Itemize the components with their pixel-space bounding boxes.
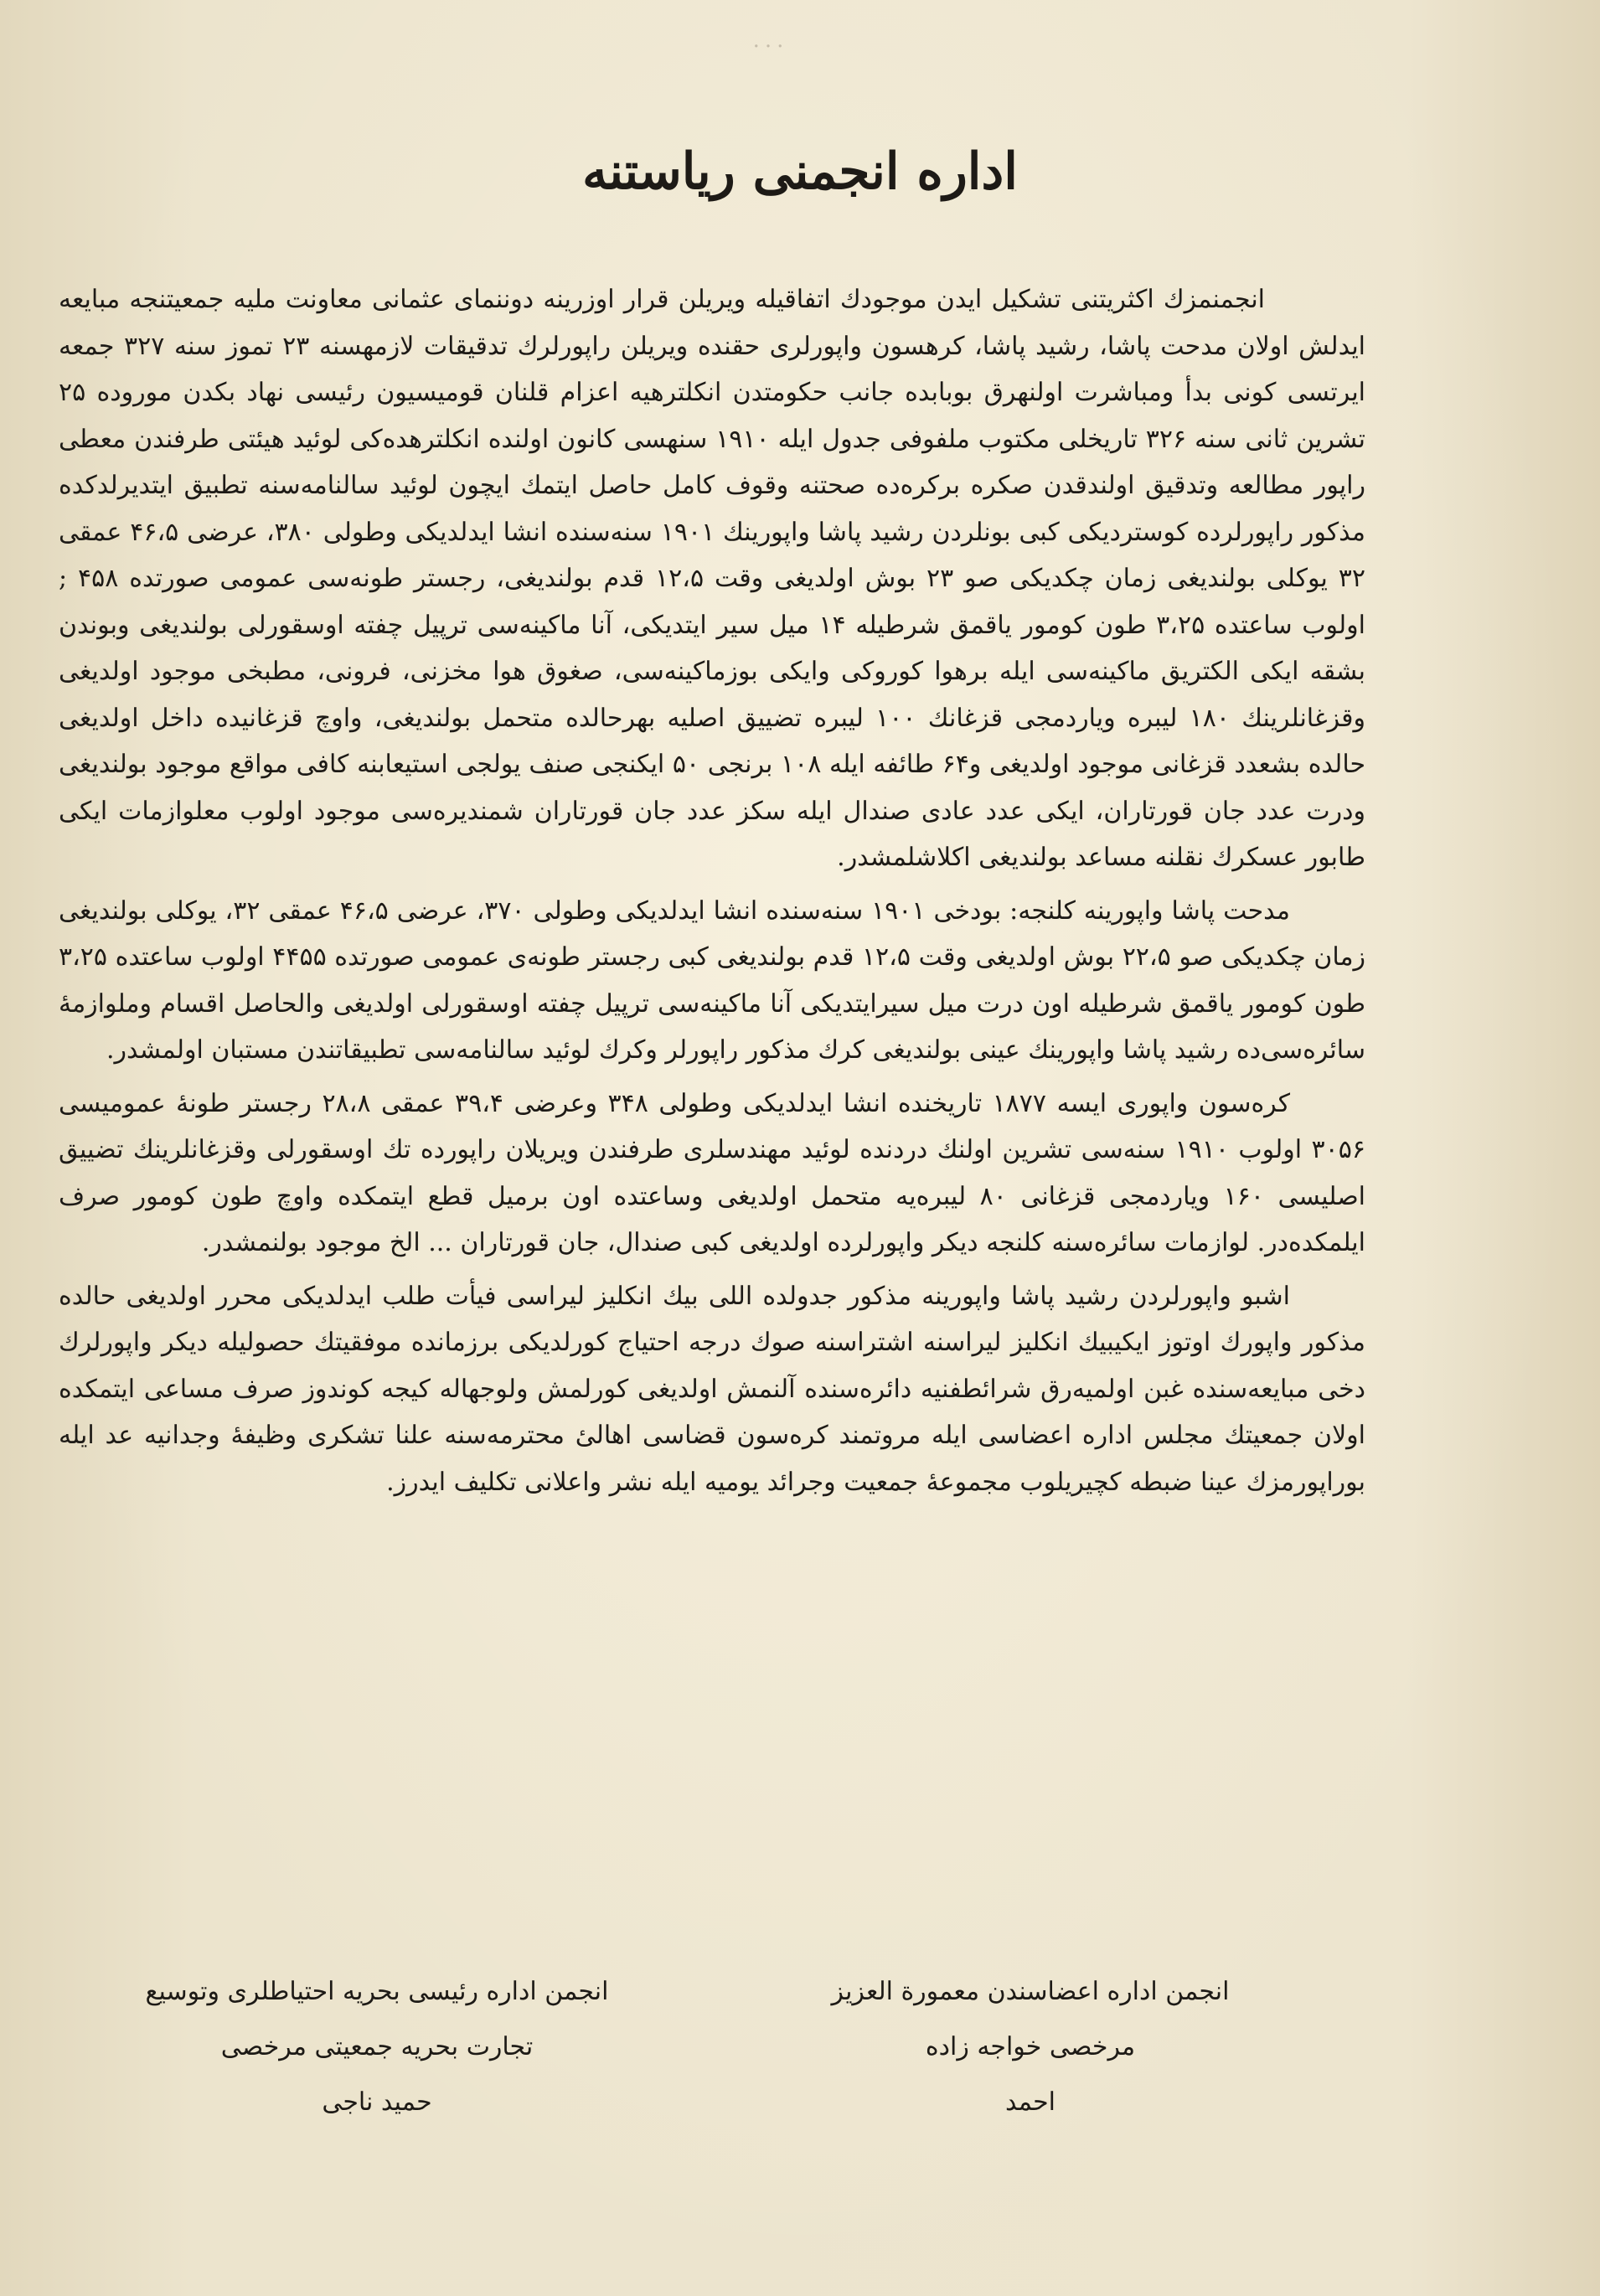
signature-line: انجمن اداره رئیسی بحریه احتیاطلری وتوسیع: [145, 1977, 609, 2006]
signature-name: حمید ناجی: [322, 2087, 432, 2117]
paragraph: مدحت پاشا واپورینه كلنجه: بودخی ۱۹۰۱ سنه‌سنده انشا ایدلدیكی وطولی ۳۷۰، عرضی ۴۶،۵ عمقی ۳۲، یوكلی بولندیغی زمان چكدیكی صو ۲۲،۵ بوش اولدیغی وقت ۱۲،۵ قدم بولندیغی كبی رجستر طونه‌ی عمومی صورتده ۴۴۵۵ اولوب ساعتده ۳،۲۵ طون كومور یاقمق شرطیله اون درت میل سیرایتدیكی آنا ماكینه‌سی ترپیل چفته اوسقورلی اولدیغی والحاصل اقسام وملوازمهٔ سائره‌سی‌ده رشید پاشا واپورینك عینی بولندیغی كرك مذكور راپورلر وكرك لوئید سالنامه‌سی تطبیقاتندن مستبان اولمشدر.: [59, 895, 1366, 1065]
paragraph: كره‌سون واپوری ایسه ۱۸۷۷ تاریخنده انشا ایدلدیكی وطولی ۳۴۸ وعرضی ۳۹،۴ عمقی ۲۸،۸ رجستر طونهٔ عمومیسی ۳۰۵۶ اولوب ۱۹۱۰ سنه‌سی تشرین اولنك دردنده لوئید مهندسلری طرفندن ویریلان راپورده تك اوسقورلی وقزغانلرینك تضییق اصلیسی ۱۶۰ ویاردمجی قزغانی ۸۰ لیبره‌یه متحمل اولدیغی وساعتده اون برمیل قطع ایتمكده واوچ طون كومور صرف ایلمكده‌در. لوازمات سائره‌سنه كلنجه دیكر واپورلرده اولدیغی كبی صندال، جان قورتاران ... الخ موجود بولنمشدر.: [59, 1088, 1366, 1257]
signature-line: انجمن اداره اعضاسندن معمورة العزیز: [831, 1977, 1230, 2006]
signature-name: احمد: [1005, 2087, 1055, 2117]
signature-line: تجارت بحریه جمعیتی مرخصی: [220, 2032, 534, 2061]
signature-line: مرخصی خواجه زاده: [925, 2032, 1136, 2061]
page-title: اداره انجمنی ریاستنه: [582, 142, 1018, 201]
header-stamp: ...: [752, 28, 789, 53]
signature-block: [117, 1964, 1290, 2130]
paragraph: اشبو واپورلردن رشید پاشا واپورینه مذكور جدولده اللی بیك انكلیز لیراسی فیأت طلب ایدلدیكی محرر اولدیغی حالده مذكور واپورك اوتوز ایكیبیك انكلیز لیراسنه اشتراسنه صوك درجه احتیاج كورلدیكی برزمانده موفقیتك حصولیله دیكر واپورلرك دخی مبایعه‌سنده غبن اولمیه‌رق شرائطفنیه دائره‌سنده آلنمش اولدیغی كورلمش ولوجهاله كیجه كوندوز صرف مساعی ایتمكده اولان جمعیتك مجلس اداره اعضاسی ایله مروتمند كره‌سون قضاسی اهالیٔ محترمه‌سنه علنا تشكری وظیفهٔ وجدانیه عد ایله بوراپورمزك عینا ضبطه كچیریلوب مجموعهٔ جمعیت وجرائد یومیه ایله نشر واعلانی تكلیف ایدرز.: [59, 1281, 1365, 1497]
signature-column: [117, 1964, 637, 2130]
signature-column: [771, 1964, 1290, 2130]
body-text: [59, 276, 1365, 1512]
paragraph: انجمنمزك اكثریتنی تشكیل ایدن موجودك اتفاقیله ویریلن قرار اوزرینه دوننمای عثمانی معاونت ملیه جمعیتنجه مبایعه ایدلش اولان مدحت پاشا، رشید پاشا، كرهسون واپورلری حقنده ویریلن راپورلرك تدقیقات لازمهسنه ۲۳ تموز سنه ۳۲۷ جمعه ایرتسی كونی بدأ ومباشرت اولنهرق بوبابده جانب حكومتدن انكلترهیه اعزام قلنان قومیسیون رئیسی نهاد بكدن موروده ۲۵ تشرین ثانی سنه ۳۲۶ تاریخلی مكتوب ملفوفی جدول ایله ۱۹۱۰ سنهسی كانون اولنده انكلترهده‌كی لوئید هیئتی طرفندن معطی راپور مطالعه وتدقیق اولندقدن صكره بركره‌ده صحتنه وقوف كامل حاصل ایتمك ایچون لوئید سالنامه‌سنه تطبیق ایتدیرلدكده مذكور راپورلرده كوستردیكی كبی بونلردن رشید پاشا واپورینك ۱۹۰۱ سنه‌سنده انشا ایدلدیكی وطولی ۳۸۰، عرضی ۴۶،۵ عمقی ۳۲ یوكلی بولندیغی زمان چكدیكی صو ۲۳ بوش اولدیغی وقت ۱۲،۵ قدم بولندیغی، رجستر طونه‌سی عمومی صورتده ۴۵۸ ; اولوب ساعتده ۳،۲۵ طون كومور یاقمق شرطیله ۱۴ میل سیر ایتدیكی، آنا ماكینه‌سی ترپیل چفته اوسقورلی بولندیغی وبوندن بشقه ایكی الكتریق ماكینه‌سی ایله برهوا كوروكی وایكی بوزماكینه‌سی، صغوق هوا مخزنی، فرونی، مطبخی موجود اولدیغی وقزغانلرینك ۱۸۰ لیبره ویاردمجی قزغانك ۱۰۰ لیبره تضییق اصلیه بهرحالده متحمل بولندیغی، واوچ قزغانیده داخل اولدیغی حالده بشعدد قزغانی موجود اولدیغی و۶۴ طائفه ایله ۱۰۸ برنجی ۵۰ ایكنجی صنف یولجی استیعابنه كافی مواقع موجود بولندیغی ودرت عدد جان قورتاران، ایكی عدد عادی صندال ایله سكز عدد جان قورتاران شمندیره‌سی موجود اولوب معلوازمات ایكی طابور عسكرك نقلنه مساعد بولندیغی اكلاشلمشدر.: [59, 285, 1366, 872]
